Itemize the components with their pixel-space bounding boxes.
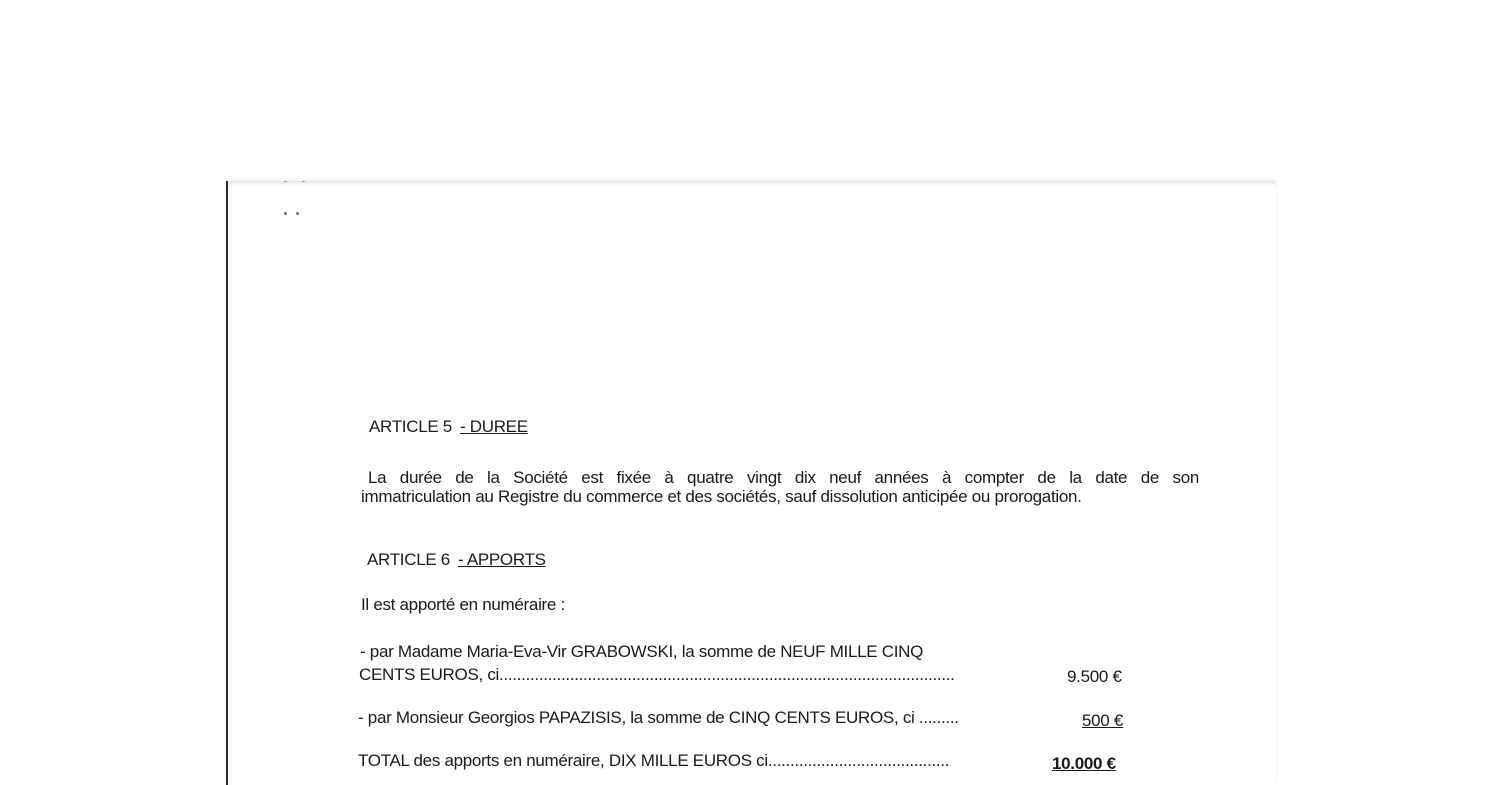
contribution2-text: - par Monsieur Georgios PAPAZISIS, la somme de CINQ CENTS EUROS, ci ......... [358, 708, 959, 727]
article6-intro: Il est apporté en numéraire : [361, 595, 565, 614]
document-page [226, 181, 1276, 785]
contribution2-amount: 500 € [1082, 711, 1124, 730]
article5-label: ARTICLE 5 [369, 417, 452, 436]
contribution1-amount: 9.500 € [1067, 667, 1122, 686]
article5-heading [369, 417, 528, 437]
total-text: TOTAL des apports en numéraire, DIX MILLE EUROS ci......................................... [358, 751, 950, 770]
article6-title: - APPORTS [457, 550, 546, 569]
total-amount: 10.000 € [1052, 754, 1116, 773]
contribution1-line2: CENTS EUROS, ci....................................................................................................... [359, 665, 955, 684]
article5-line1: La durée de la Société est fixée à quatre vingt dix neuf années à compter de la date de son [368, 468, 1199, 487]
scan-speck [296, 212, 299, 215]
page-top-shadow [228, 181, 1276, 187]
article5-line2: immatriculation au Registre du commerce et des sociétés, sauf dissolution anticipée ou prorogation. [361, 487, 1082, 506]
scan-speck [284, 212, 287, 215]
contribution1-line1: - par Madame Maria-Eva-Vir GRABOWSKI, la somme de NEUF MILLE CINQ [360, 642, 924, 661]
article6-heading [367, 550, 546, 570]
article5-paragraph [361, 468, 1199, 506]
article6-label: ARTICLE 6 [367, 550, 450, 569]
article5-title: - DUREE [459, 417, 528, 436]
